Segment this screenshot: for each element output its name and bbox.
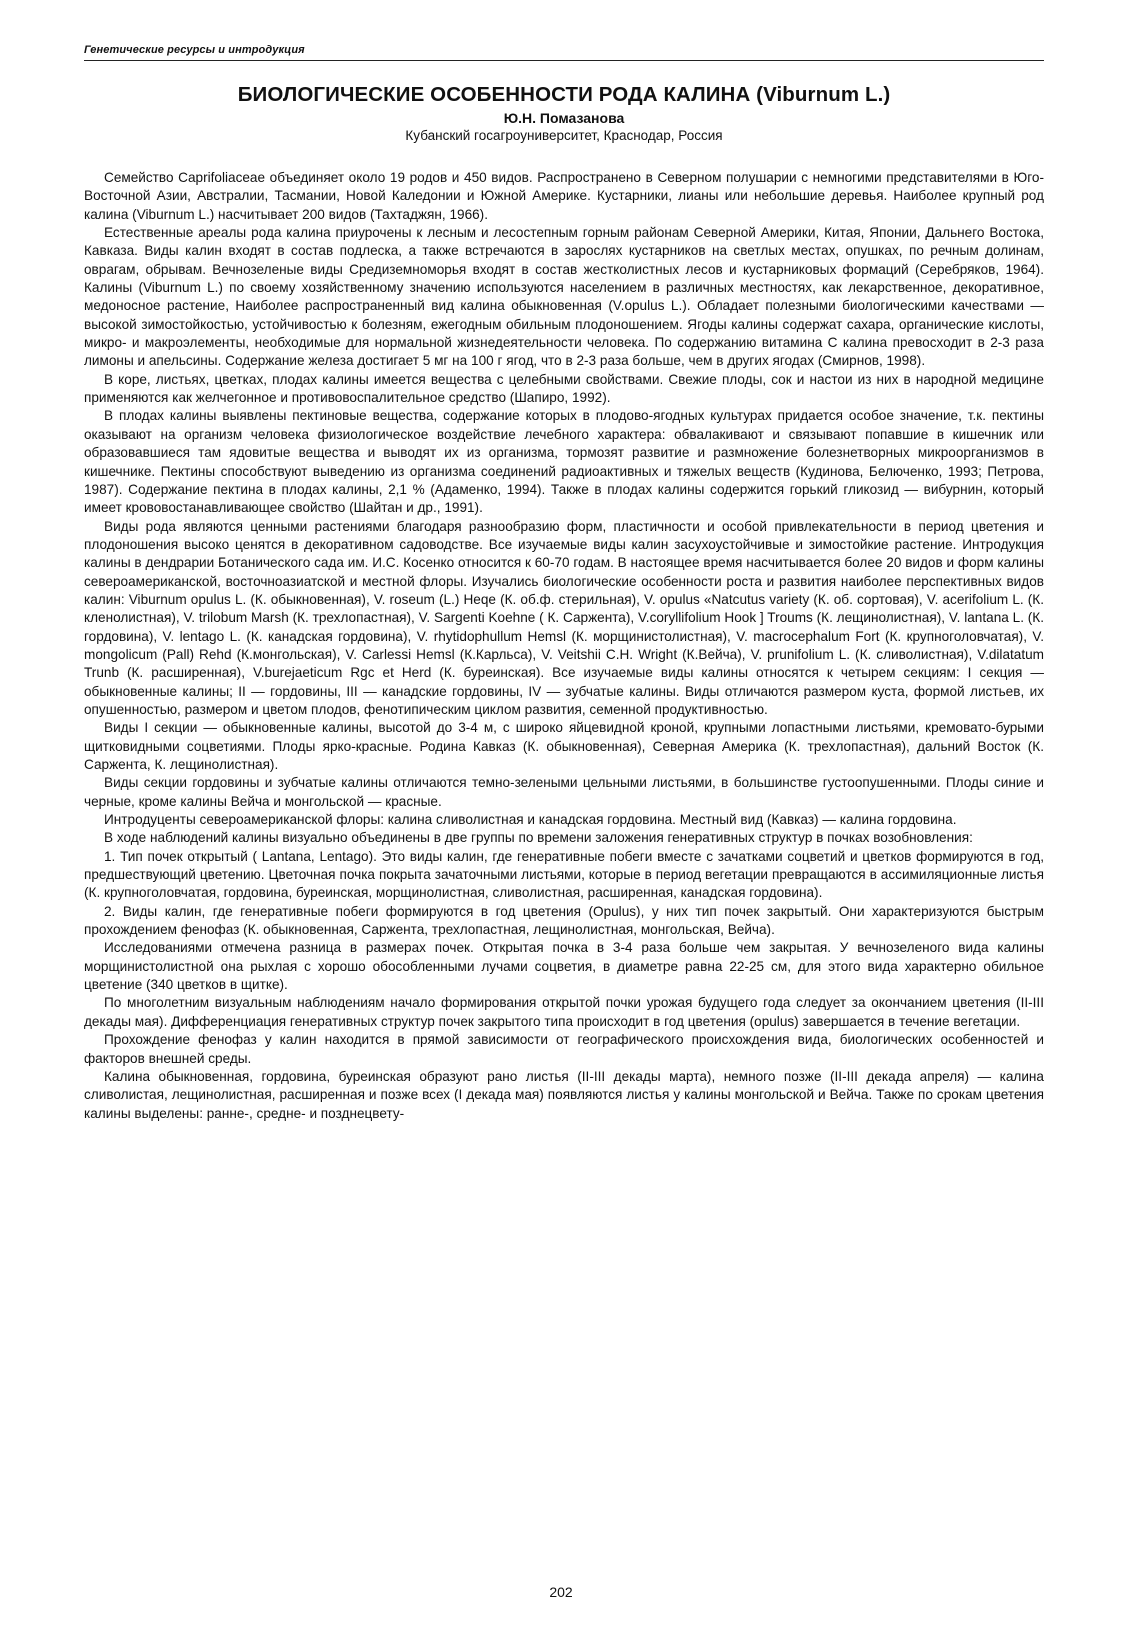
paragraph: Виды рода являются ценными растениями благодаря разнообразию форм, пластичности и особой привлекательности в период цветения и плодоношения высоко ценятся в декоративном садоводстве. Все изучаемые виды калин засухоустойчивые и зимостойкие растение. Интродукция калины в дендрарии Ботанического сада им. И.С. Косенко относится к 60-70 годам. В настоящее время насчитывается более 20 видов и форм калины североамериканской, восточноазиатской и местной флоры. Изучались биологические особенности роста и развития наиболее перспективных видов калин: Viburnum opulus L. (К. обыкновенная), V. roseum (L.) Heqe (К. об.ф. стерильная), V. opulus «Natcutus variety (К. об. сортовая), V. acerifolium L. (К. кленолистная), V. trilobum Marsh (К. трехлопастная), V. Sargenti Koehne ( К. Саржента), V.coryllifolium Hook ] Troums (К. лещинолистная), V. lantana L. (К. гордовина), V. lentago L. (К. канадская гордовина), V. rhytidophullum Hemsl (К. морщинистолистная), V. macrocephalum Fort (К. крупноголовчатая), V. mongolicum (Pall) Rehd (К.монгольская), V. Carlessi Hemsl (К.Карльса), V. Veitshii C.H. Wright (К.Вейча), V. prunifolium L. (К. сливолистная), V.dilatatum Trunb (К. расширенная), V.burejaeticum Rgc et Herd (К. буреинская). Все изучаемые виды калины относятся к четырем секциям: I секция — обыкновенные калины; II — гордовины, III — канадские гордовины, IV — зубчатые калины. Виды отличаются размером куста, формой листьев, их опушенностью, размером и цветом плодов, фенотипическим циклом развития, семенной продуктивностью.: [84, 518, 1044, 717]
paragraph: Семейство Caprifoliaceae объединяет около 19 родов и 450 видов. Распространено в Северном полушарии с немногими представителями в Юго-Восточной Азии, Австралии, Тасмании, Новой Каледонии и Южной Америке. Кустарники, лианы или небольшие деревья. Наиболее крупный род калина (Viburnum L.) насчитывает 200 видов (Тахтаджян, 1966).: [84, 170, 1044, 222]
page: [84, 44, 1044, 1123]
article-body: [84, 169, 1044, 1123]
page-number: 202: [549, 1584, 573, 1600]
paragraph: Виды секции гордовины и зубчатые калины отличаются темно-зелеными цельными листьями, в большинстве густоопушенными. Плоды синие и черные, кроме калины Вейча и монгольской — красные.: [84, 775, 1044, 809]
paragraph: В ходе наблюдений калины визуально объединены в две группы по времени заложения генеративных структур в почках возобновления:: [104, 830, 973, 846]
author: Ю.Н. Помазанова: [503, 110, 625, 126]
paragraph: Естественные ареалы рода калина приурочены к лесным и лесостепным горным районам Северной Америки, Китая, Японии, Дальнего Востока, Кавказа. Виды калин входят в состав подлеска, а также встречаются в зарослях кустарников на светлых местах, опушках, по речным долинам, оврагам, обрывам. Вечнозеленые виды Средиземноморья входят в состав жестколистных лесов и кустарниковых формаций (Серебряков, 1964). Калины (Viburnum L.) по своему хозяйственному значению используются населением в различных местностях, как лекарственное, декоративное, медоносное растение, Наиболее распространенный вид калина обыкновенная (V.opulus L.). Обладает полезными биологическими качествами — высокой зимостойкостью, устойчивостью к болезням, ежегодным обильным плодоношением. Ягоды калины содержат сахара, органические кислоты, микро- и макроэлементы, необходимые для нормальной жизнедеятельности человека. По содержанию витамина С калина превосходит в 2-3 раза лимоны и апельсины. Содержание железа достигает 5 мг на 100 г ягод, что в 2-3 раза больше, чем в других ягодах (Смирнов, 1998).: [84, 225, 1044, 369]
affiliation: Кубанский госагроуниверситет, Краснодар, Россия: [405, 128, 723, 143]
paragraph: 1. Тип почек открытый ( Lantana, Lentago). Это виды калин, где генеративные побеги вместе с зачатками соцветий и цветков формируются в год, предшествующий цветению. Цветочная почка покрыта зачаточными листьями, которые в период вегетации превращаются в ассимиляционные листья (К. крупноголовчатая, гордовина, буреинская, морщинолистная, сливолистная, расширенная, канадская гордовина).: [84, 848, 1044, 901]
paragraph: Виды I секции — обыкновенные калины, высотой до 3-4 м, с широко яйцевидной кроной, крупными лопастными листьями, кремовато-бурыми щитковидными соцветиями. Плоды ярко-красные. Родина Кавказ (К. обыкновенная), Северная Америка (К. трехлопастная), дальний Восток (К. Саржента, К. лещинолистная).: [84, 720, 1044, 772]
paragraph: 2. Виды калин, где генеративные побеги формируются в год цветения (Opulus), у них тип почек закрытый. Они характеризуются быстрым прохождением фенофаз (К. обыкновенная, Саржента, трехлопастная, лещинолистная, монгольская, Вейча).: [84, 903, 1044, 938]
paragraph: По многолетним визуальным наблюдениям начало формирования открытой почки урожая будущего года следует за окончанием цветения (II-III декады мая). Дифференциация генеративных структур почек закрытого типа происходит в год цветения (opulus) завершается в течение вегетации.: [84, 995, 1044, 1029]
paragraph: В плодах калины выявлены пектиновые вещества, содержание которых в плодово-ягодных культурах придается особое значение, т.к. пектины оказывают на организм человека физиологическое воздействие лечебного характера: обвалакивают и связывают попавшие в кишечник или образовавшиеся там ядовитые вещества и выводят их из организма, тормозят развитие и размножение болезнетворных микроорганизмов в кишечнике. Пектины способствуют выведению из организма соединений радиоактивных и тяжелых веществ (Кудинова, Белюченко, 1993; Петрова, 1987). Содержание пектина в плодах калины, 2,1 % (Адаменко, 1994). Также в плодах калины содержится горький гликозид — вибурнин, который имеет крововостанавливающее свойство (Шайтан и др., 1991).: [84, 408, 1044, 516]
running-head: Генетические ресурсы и интродукция: [84, 44, 1044, 61]
paragraph: Интродуценты североамериканской флоры: калина сливолистная и канадская гордовина. Местный вид (Кавказ) — калина гордовина.: [104, 812, 957, 828]
paragraph: В коре, листьях, цветках, плодах калины имеется вещества с целебными свойствами. Свежие плоды, сок и настои из них в народной медицине применяются как желчегонное и противовоспалительное средство (Шапиро, 1992).: [84, 371, 1044, 406]
paragraph: Исследованиями отмечена разница в размерах почек. Открытая почка в 3-4 раза больше чем закрытая. У вечнозеленого вида калины морщинистолистной она рыхлая с хорошо обособленными лучами соцветия, в диаметре равна 22-25 см, для этого вида характерно обильное цветение (340 цветков в щитке).: [84, 940, 1044, 993]
article-title: БИОЛОГИЧЕСКИЕ ОСОБЕННОСТИ РОДА КАЛИНА (Viburnum L.): [237, 83, 891, 106]
paragraph: Калина обыкновенная, гордовина, буреинская образуют рано листья (II-III декады марта), немного позже (II-III декада апреля) — калина сливолистая, лещинолистная, расширенная и позже всех (I декада мая) появляются листья у калины монгольской и Вейча. Также по срокам цветения калины выделены: ранне-, средне- и позднецвету-: [84, 1068, 1044, 1121]
paragraph: Прохождение фенофаз у калин находится в прямой зависимости от географического происхождения вида, биологических особенностей и факторов внешней среды.: [84, 1032, 1044, 1066]
